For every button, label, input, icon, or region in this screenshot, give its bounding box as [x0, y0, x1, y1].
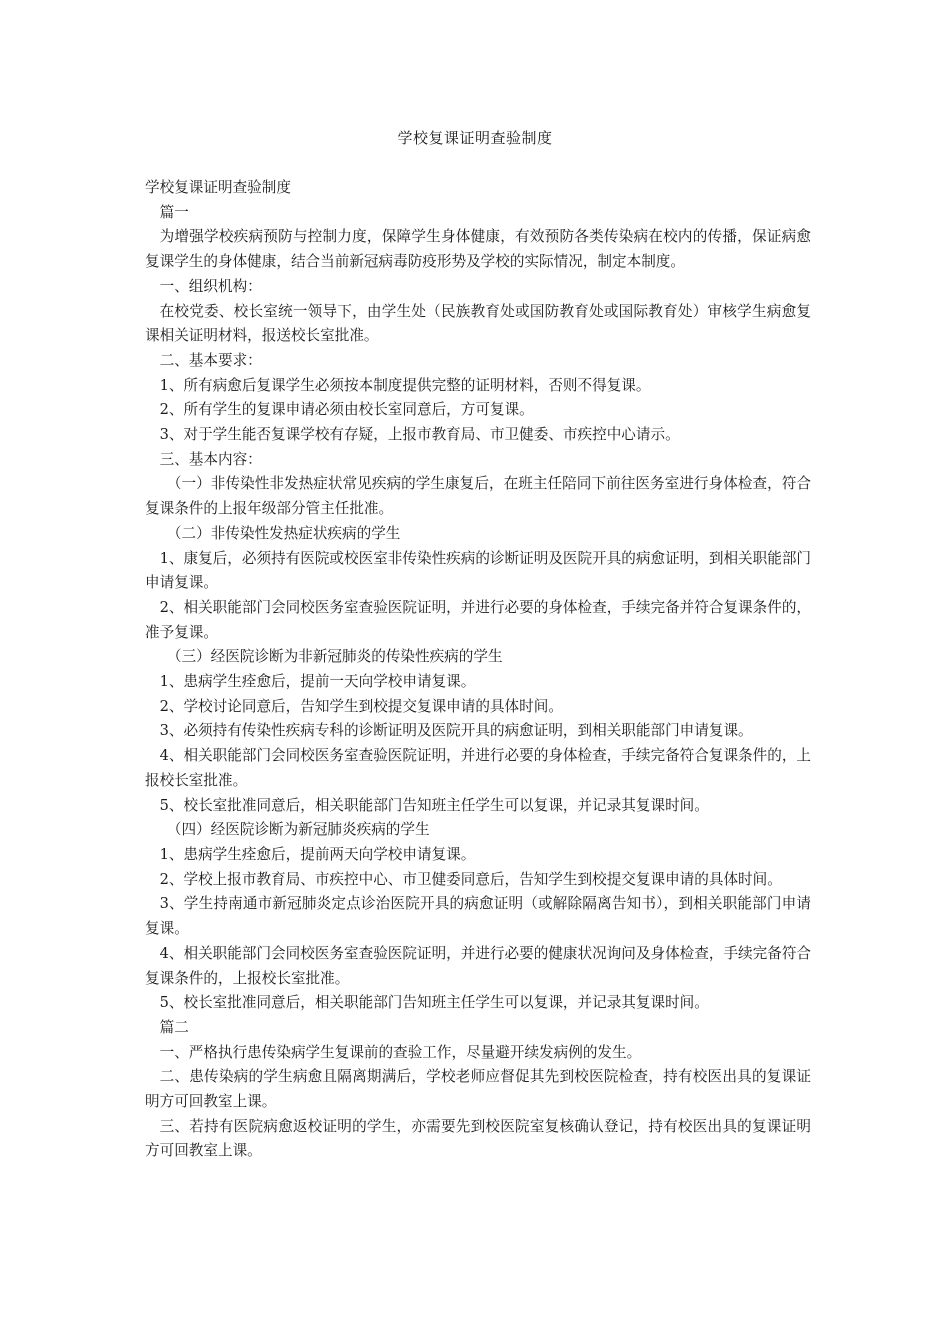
subsection-heading: （三）经医院诊断为非新冠肺炎的传染性疾病的学生 — [166, 648, 503, 666]
subsection-heading: （四）经医院诊断为新冠肺炎疾病的学生 — [166, 821, 430, 839]
document-title: 学校复课证明查验制度 — [397, 129, 553, 147]
section-heading: 三、基本内容： — [159, 450, 262, 468]
list-item: 4、相关职能部门会同校医务室查验医院证明，并进行必要的身体检查，手续完备符合复课条件的，上报校长室批准。 — [145, 747, 812, 789]
paragraph-heading: 学校复课证明查验制度 — [145, 179, 291, 196]
list-item: 1、患病学生痊愈后，提前一天向学校申请复课。 — [159, 673, 476, 691]
section-heading: 二、基本要求： — [159, 351, 262, 369]
list-item: 二、患传染病的学生病愈且隔离期满后，学校老师应督促其先到校医院检查，持有校医出具的复课证明方可回教室上课。 — [145, 1068, 811, 1111]
document-body — [145, 176, 811, 1164]
section-label-part-one: 篇一 — [159, 203, 189, 221]
list-item: 1、患病学生痊愈后，提前两天向学校申请复课。 — [159, 845, 476, 863]
section-heading: 一、组织机构： — [159, 277, 262, 295]
list-item: 4、相关职能部门会同校医务室查验医院证明，并进行必要的健康状况询问及身体检查，手续完备符合复课条件的，上报校长室批准。 — [145, 944, 812, 987]
list-item: 2、相关职能部门会同校医务室查验医院证明，并进行必要的身体检查，手续完备并符合复课条件的，准予复课。 — [145, 598, 812, 641]
subsection-paragraph: （一）非传染性非发热症状常见疾病的学生康复后，在班主任陪同下前往医务室进行身体检查，符合复课条件的上报年级部分管主任批准。 — [145, 475, 811, 518]
list-item: 3、必须持有传染性疾病专科的诊断证明及医院开具的病愈证明，到相关职能部门申请复课。 — [159, 722, 753, 740]
list-item: 三、若持有医院病愈返校证明的学生，亦需要先到校医院室复核确认登记，持有校医出具的复课证明方可回教室上课。 — [145, 1117, 811, 1160]
list-item: 1、康复后，必须持有医院或校医室非传染性疾病的诊断证明及医院开具的病愈证明，到相关职能部门申请复课。 — [145, 549, 812, 592]
list-item: 5、校长室批准同意后，相关职能部门告知班主任学生可以复课，并记录其复课时间。 — [159, 796, 709, 814]
list-item: 1、所有病愈后复课学生必须按本制度提供完整的证明材料，否则不得复课。 — [159, 376, 651, 394]
list-item: 2、学校讨论同意后，告知学生到校提交复课申请的具体时间。 — [159, 697, 563, 715]
paragraph: 在校党委、校长室统一领导下，由学生处（民族教育处或国防教育处或国际教育处）审核学生病愈复课相关证明材料，报送校长室批准。 — [145, 302, 811, 345]
list-item: 3、对于学生能否复课学校有存疑，上报市教育局、市卫健委、市疾控中心请示。 — [159, 426, 680, 444]
list-item: 2、学校上报市教育局、市疾控中心、市卫健委同意后，告知学生到校提交复课申请的具体时间。 — [159, 870, 782, 888]
list-item: 5、校长室批准同意后，相关职能部门告知班主任学生可以复课，并记录其复课时间。 — [159, 994, 709, 1012]
section-label-part-two: 篇二 — [159, 1018, 189, 1036]
subsection-heading: （二）非传染性发热症状疾病的学生 — [166, 524, 401, 542]
list-item: 3、学生持南通市新冠肺炎定点诊治医院开具的病愈证明（或解除隔离告知书），到相关职能部门申请复课。 — [145, 895, 811, 938]
paragraph: 为增强学校疾病预防与控制力度，保障学生身体健康，有效预防各类传染病在校内的传播，保证病愈复课学生的身体健康，结合当前新冠病毒防疫形势及学校的实际情况，制定本制度。 — [145, 228, 811, 271]
list-item: 一、严格执行患传染病学生复课前的查验工作，尽量避开续发病例的发生。 — [159, 1043, 642, 1061]
list-item: 2、所有学生的复课申请必须由校长室同意后，方可复课。 — [159, 401, 534, 419]
